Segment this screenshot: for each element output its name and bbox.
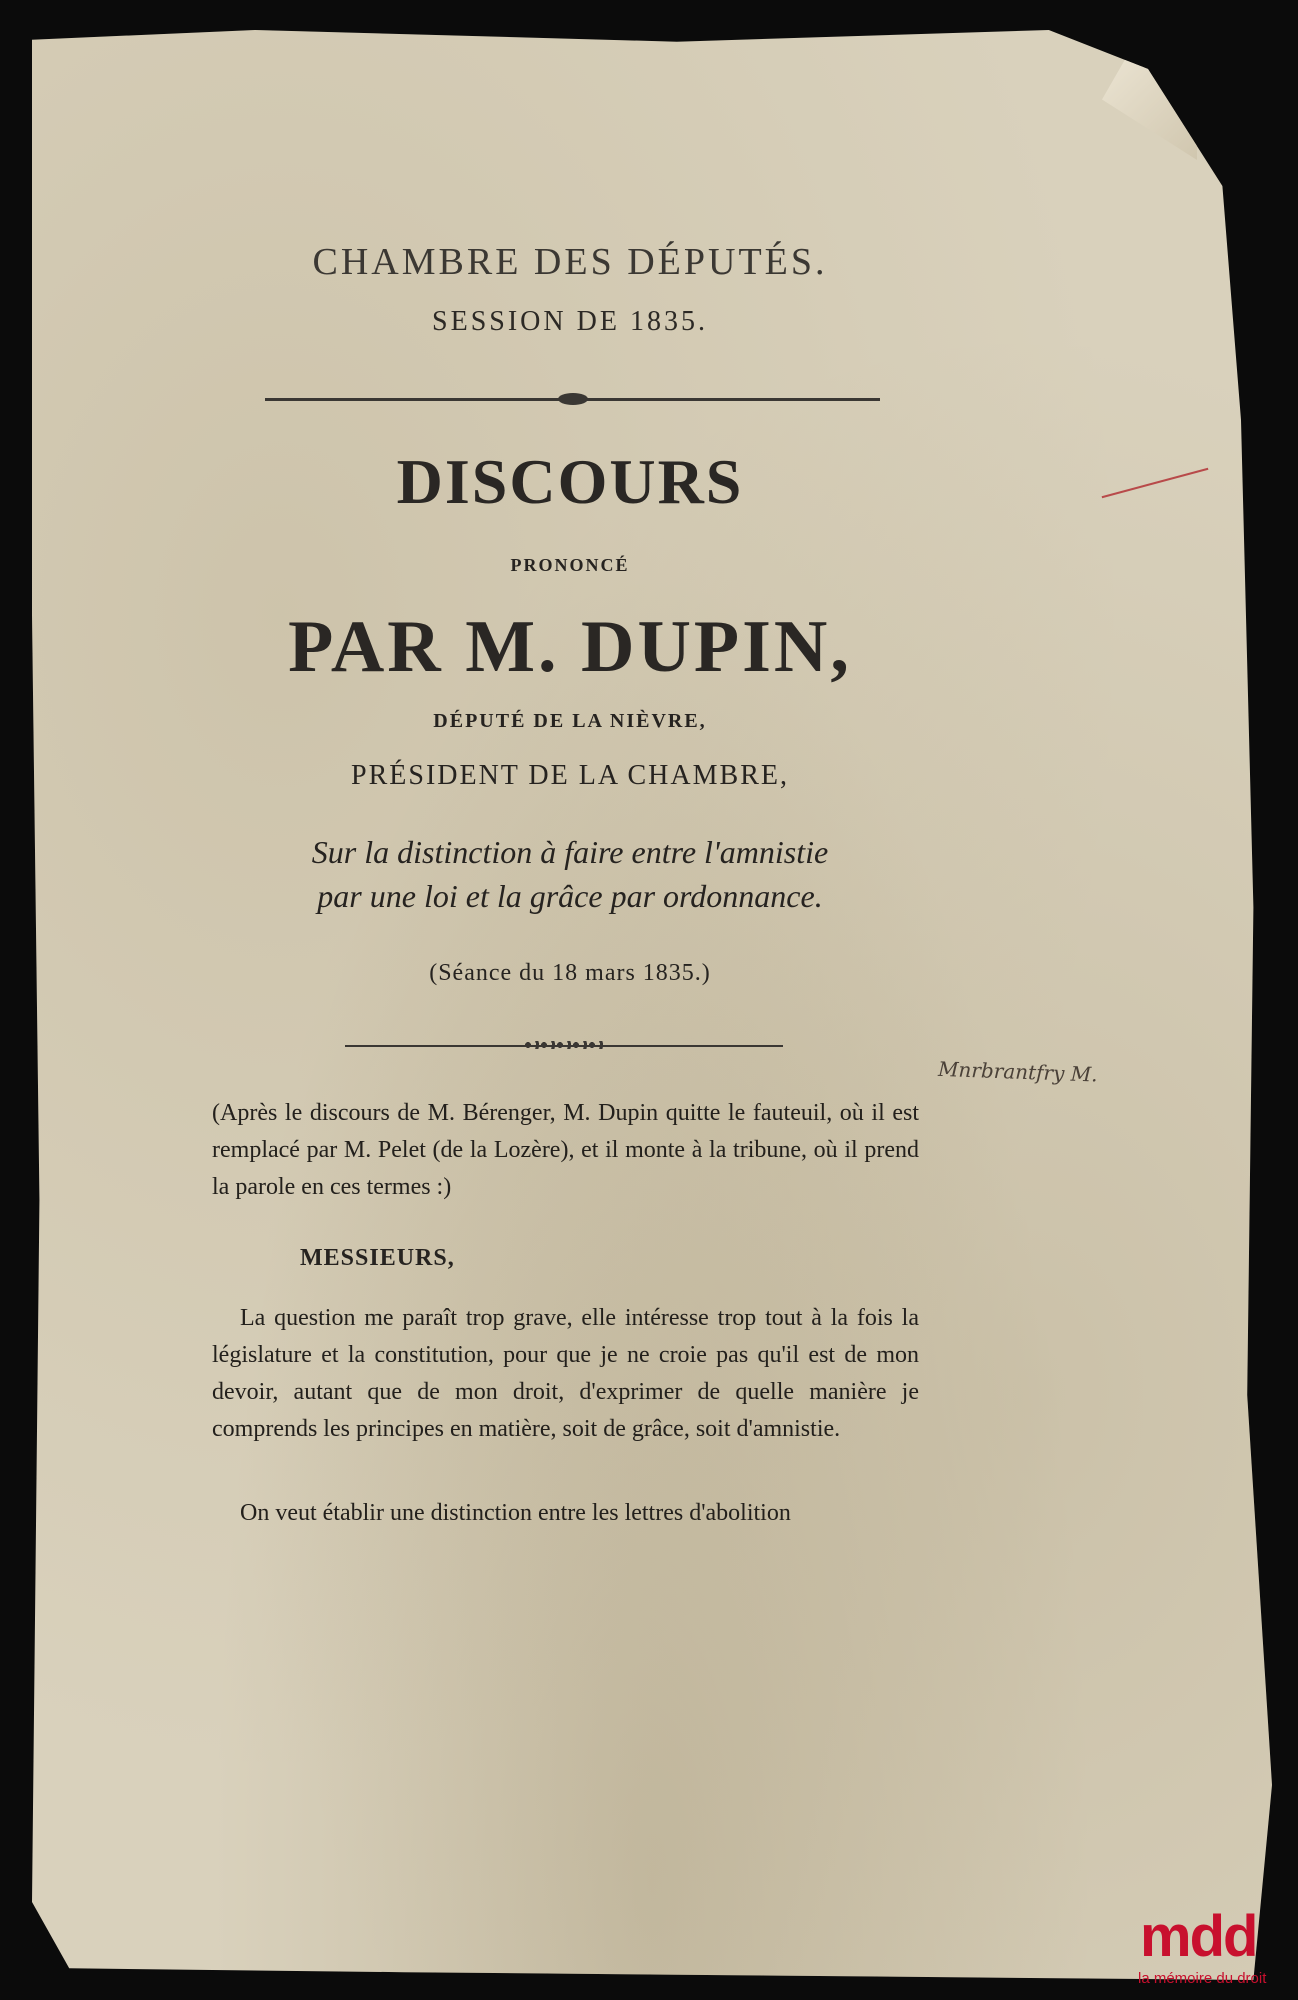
session-heading: SESSION DE 1835. [432, 306, 708, 337]
red-pencil-mark [1102, 468, 1209, 498]
body-paragraph-2: On veut établir une distinction entre les lettres d'abolition [240, 1500, 791, 1526]
speech-subject [200, 830, 940, 918]
title-prononce: PRONONCÉ [510, 555, 630, 575]
title-discours: DISCOURS [396, 446, 744, 517]
seance-date: (Séance du 18 mars 1835.) [429, 960, 711, 986]
author-depute: DÉPUTÉ DE LA NIÈVRE, [433, 710, 707, 732]
title-author: PAR M. DUPIN, [288, 606, 852, 688]
ornamental-rule-bottom [345, 1045, 783, 1047]
subject-line-2: par une loi et la grâce par ordonnance. [317, 878, 823, 914]
mdd-logo: mdd [1140, 1904, 1257, 1969]
handwritten-margin-note: Mnrbrantfry M. [937, 1056, 1099, 1087]
body-paragraph-1: La question me paraît trop grave, elle intéresse trop tout à la fois la législature et la constitution, pour que je ne croie pas qu'il est de mon devoir, autant que de mon droit, d'exprimer de quelle manière je comprends les principes en matière, soit de grâce, soit d'amnistie. [212, 1305, 919, 1442]
chamber-heading: CHAMBRE DES DÉPUTÉS. [312, 241, 828, 283]
author-president: PRÉSIDENT DE LA CHAMBRE, [351, 760, 789, 791]
salutation: MESSIEURS, [300, 1245, 455, 1271]
mdd-tagline: la mémoire du droit [1138, 1970, 1267, 1987]
ornamental-rule-top [265, 398, 880, 401]
intro-paragraph: (Après le discours de M. Bérenger, M. Dupin quitte le fauteuil, où il est remplacé par M. Pelet (de la Lozère), et il monte à la tribune, où il prend la parole en ces termes :) [212, 1100, 919, 1200]
subject-line-1: Sur la distinction à faire entre l'amnistie [311, 834, 829, 870]
